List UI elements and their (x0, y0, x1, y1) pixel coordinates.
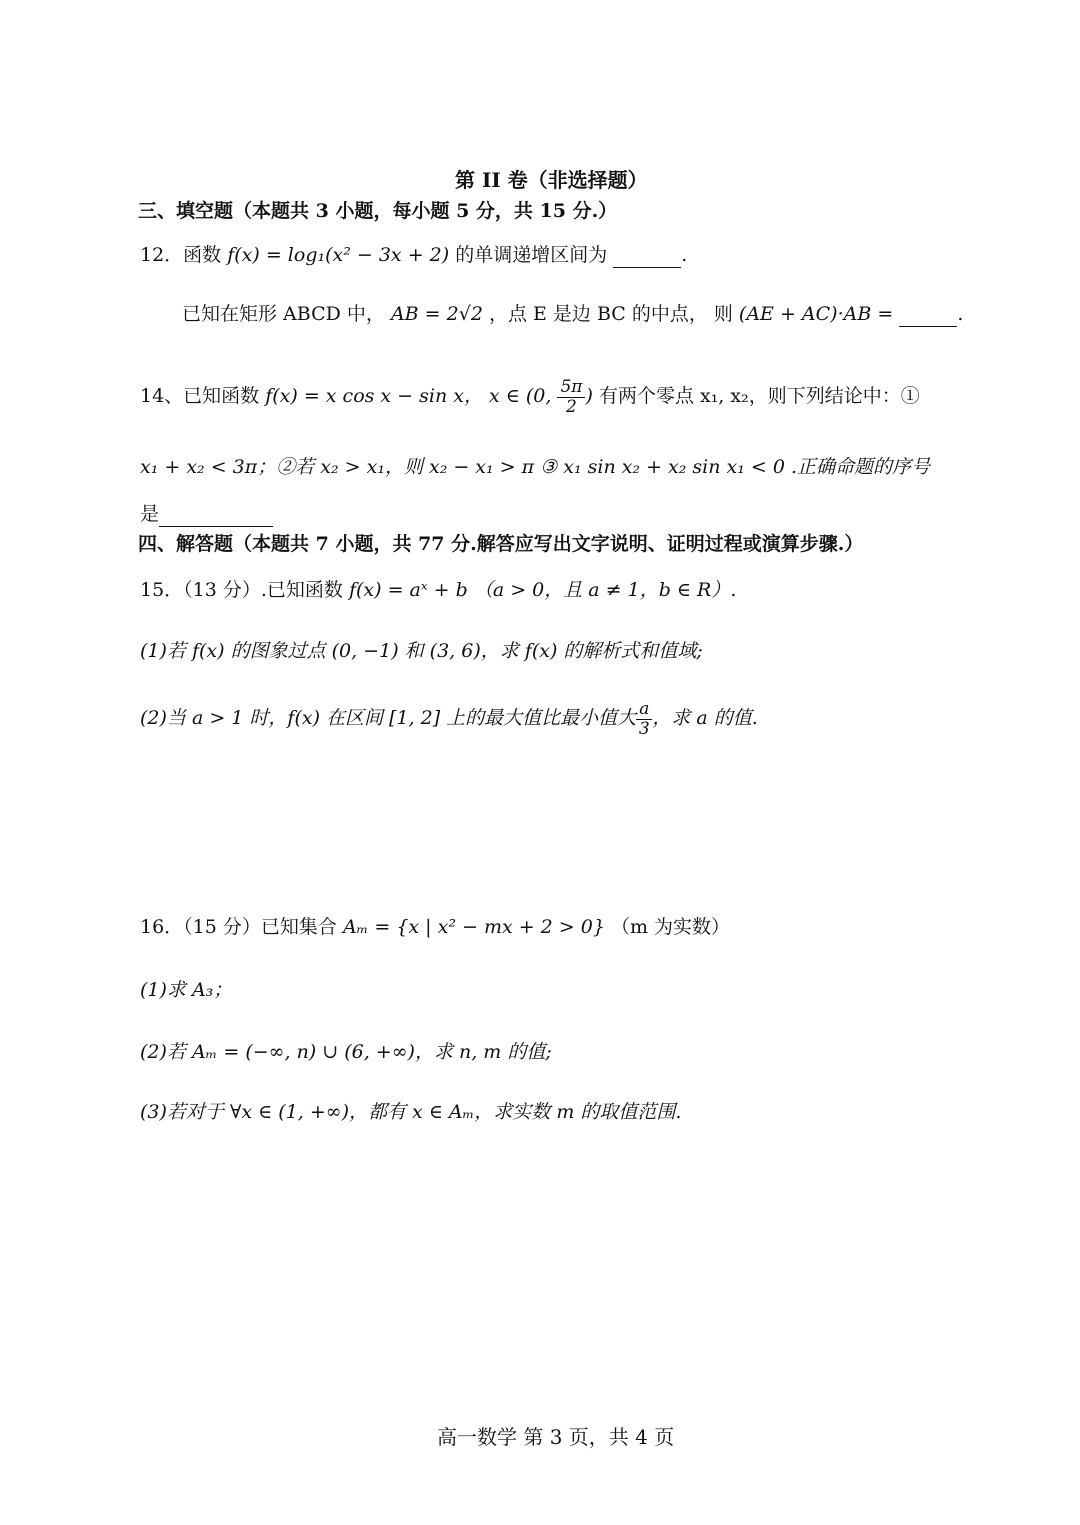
question-16 (140, 915, 730, 940)
q14-domain-fraction: $\frac{5\pi}{2}$ (557, 378, 585, 416)
q15-part1-text: (1)若 f(x) 的图象过点 (0, −1) 和 (3, 6)，求 f(x) 的解析式和值域; (140, 640, 703, 662)
q12-formula: f(x) = log₁(x² − 3x + 2) (227, 244, 450, 266)
page-footer: 高一数学 第 3 页，共 4 页 (437, 1425, 675, 1449)
section-four-heading: 四、解答题（本题共 7 小题，共 77 分.解答应写出文字说明、证明过程或演算步骤.） (138, 533, 864, 555)
q14-domain-start: (0, (525, 385, 558, 408)
question-15-part1 (140, 639, 703, 664)
question-16-part2 (140, 1040, 552, 1065)
q14-prefix: 14、已知函数 (140, 385, 260, 408)
q15-part2-after: ，求 a 的值. (652, 707, 758, 730)
q15-formula: f(x) = aˣ + b (348, 579, 468, 601)
q13-answer-blank (899, 326, 957, 327)
question-15-part2 (140, 700, 758, 738)
q15-conditions: （a > 0，且 a ≠ 1，b ∈ R）. (473, 579, 737, 601)
question-16-part3 (140, 1100, 681, 1125)
question-16-part1 (140, 978, 232, 1003)
q13-prefix: 已知在矩形 ABCD 中， (182, 303, 385, 325)
q16-note: （m 为实数） (610, 916, 731, 938)
question-12: 12．函数 f(x) = log₁(x² − 3x + 2) 的单调递增区间为 . (140, 244, 688, 266)
q12-prefix: 12．函数 (140, 244, 222, 266)
q14-answer-prefix: 是 (140, 503, 160, 525)
q14-text: 有两个零点 x₁, x₂，则下列结论中：① (598, 385, 920, 408)
part-two-title: 第 II 卷（非选择题） (455, 168, 648, 192)
q13-condition: AB = 2√2 (390, 303, 483, 325)
question-15 (140, 578, 736, 603)
q16-part1-text: (1)求 A₃； (140, 979, 233, 1001)
q14-statements: x₁ + x₂ < 3π；②若 x₂ > x₁，则 x₂ − x₁ > π ③ x₁ sin x₂ + x₂ sin x₁ < 0 .正确命题的序号 (140, 456, 931, 478)
q13-expression: (AE + AC)·AB = (738, 303, 894, 325)
section-three-heading: 三、填空题（本题共 3 小题，每小题 5 分，共 15 分.） (138, 200, 618, 222)
question-14-line2 (140, 455, 930, 480)
q14-formula: f(x) = x cos x − sin x， x ∈ (265, 385, 520, 408)
q14-domain-end: ) (585, 385, 593, 408)
q14-answer-blank (159, 526, 273, 527)
question-14-line1 (140, 378, 920, 416)
q15-prefix: 15．（13 分）.已知函数 (140, 579, 343, 601)
q12-answer-blank (613, 267, 681, 268)
q15-part2-fraction: $\frac{a}{3}$ (636, 700, 652, 738)
q15-part2-before: (2)当 a > 1 时，f(x) 在区间 [1, 2] 上的最大值比最小值大 (140, 707, 637, 730)
q16-part2-text: (2)若 Aₘ = (−∞, n) ∪ (6, +∞)，求 n, m 的值; (140, 1041, 552, 1063)
q16-set: Aₘ = {x | x² − mx + 2 > 0} (342, 916, 605, 938)
q13-text: ，点 E 是边 BC 的中点， 则 (488, 303, 733, 325)
q12-text: 的单调递增区间为 (455, 244, 608, 266)
q16-prefix: 16．（15 分）已知集合 (140, 916, 337, 938)
q16-part3-text: (3)若对于 ∀x ∈ (1, +∞)，都有 x ∈ Aₘ，求实数 m 的取值范围. (140, 1101, 682, 1123)
question-13: 已知在矩形 ABCD 中， AB = 2√2 ，点 E 是边 BC 的中点， 则 (AE + AC)·AB = . (182, 303, 964, 325)
question-14-line3 (140, 502, 273, 527)
